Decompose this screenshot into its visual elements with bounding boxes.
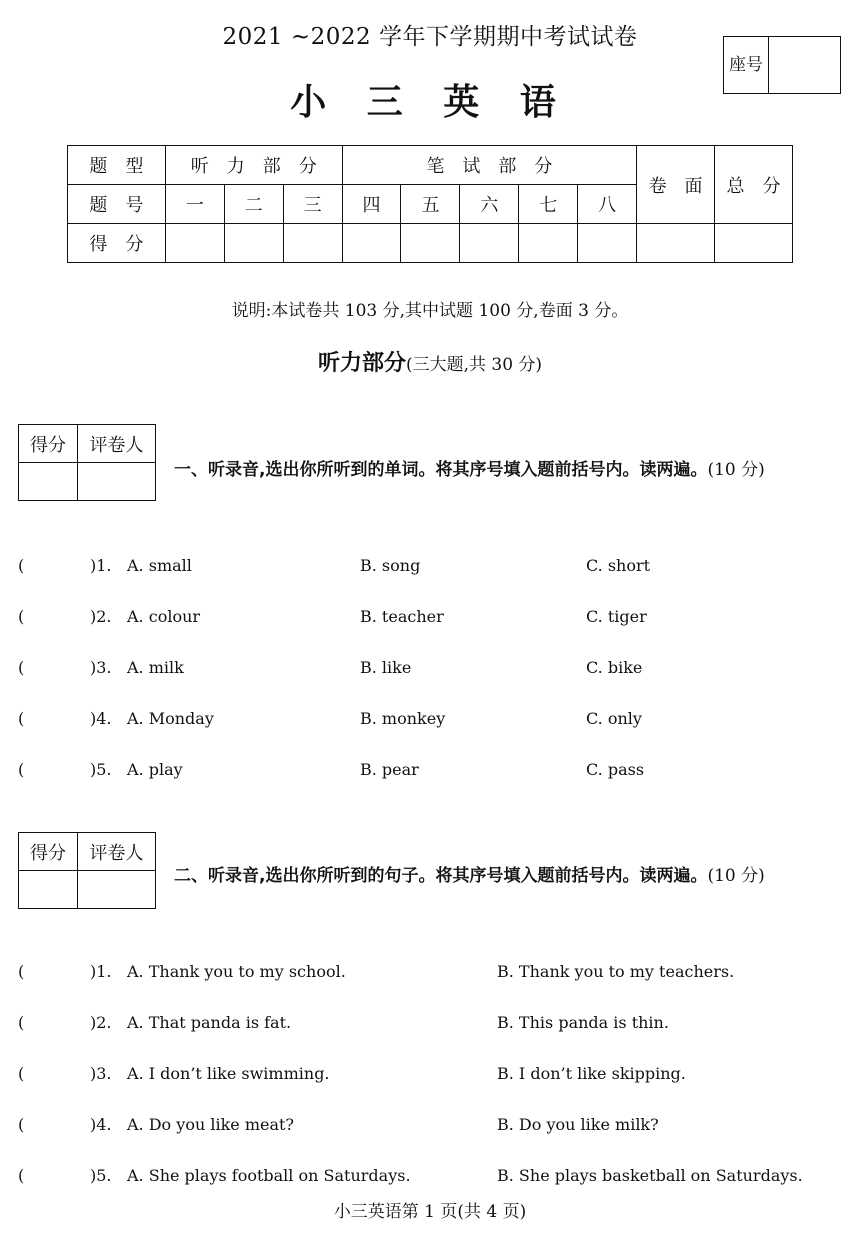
question-number: )3. (90, 1064, 112, 1083)
seat-number-label: 座号 (724, 37, 769, 93)
question-number: 三 (283, 185, 342, 224)
answer-bracket-open: ( (18, 1064, 25, 1083)
grader-score-label: 得分 (19, 425, 78, 463)
answer-bracket-open: ( (18, 658, 25, 677)
grader-reviewer-label: 评卷人 (78, 425, 156, 463)
score-cell[interactable] (165, 224, 224, 263)
question-row (0, 607, 860, 631)
answer-bracket-open: ( (18, 1166, 25, 1185)
question-number: 四 (342, 185, 401, 224)
answer-blank[interactable] (30, 1013, 86, 1035)
exam-note: 说明:本试卷共 103 分,其中试题 100 分,卷面 3 分。 (231, 301, 629, 321)
row-label-number: 题 号 (68, 185, 166, 224)
answer-blank[interactable] (30, 1166, 86, 1188)
score-cell[interactable] (283, 224, 342, 263)
grader-reviewer-field[interactable] (78, 871, 156, 909)
question-number: )3. (90, 658, 112, 677)
grader-box (18, 424, 156, 501)
answer-blank[interactable] (30, 962, 86, 984)
score-cell[interactable] (578, 224, 637, 263)
question-row (0, 760, 860, 784)
question-number: )5. (90, 1166, 112, 1185)
option-a: A. play (127, 760, 183, 779)
option-b: B. I don’t like skipping. (497, 1064, 686, 1083)
part2-heading (174, 861, 765, 886)
grader-score-field[interactable] (19, 871, 78, 909)
option-b: B. She plays basketball on Saturdays. (497, 1166, 803, 1185)
part2-heading-text: 二、听录音,选出你所听到的句子。将其序号填入题前括号内。读两遍。 (174, 866, 708, 886)
row-label-type: 题 型 (68, 146, 166, 185)
option-b: B. This panda is thin. (497, 1013, 669, 1032)
answer-blank[interactable] (30, 760, 86, 782)
option-a: A. Thank you to my school. (127, 962, 346, 981)
total-score-cell[interactable] (715, 224, 793, 263)
question-number: 八 (578, 185, 637, 224)
option-c: C. only (586, 709, 642, 728)
answer-blank[interactable] (30, 1115, 86, 1137)
part1-heading-text: 一、听录音,选出你所听到的单词。将其序号填入题前括号内。读两遍。 (174, 460, 708, 480)
grader-score-label: 得分 (19, 833, 78, 871)
answer-bracket-open: ( (18, 962, 25, 981)
option-a: A. That panda is fat. (127, 1013, 292, 1032)
score-cell[interactable] (460, 224, 519, 263)
question-number: 一 (165, 185, 224, 224)
option-b: B. teacher (360, 607, 444, 626)
neatness-header: 卷 面 (637, 146, 715, 224)
option-a: A. colour (127, 607, 201, 626)
grader-reviewer-field[interactable] (78, 463, 156, 501)
question-row (0, 1166, 860, 1190)
answer-bracket-open: ( (18, 1115, 25, 1134)
question-number: 五 (401, 185, 460, 224)
grader-reviewer-label: 评卷人 (78, 833, 156, 871)
answer-blank[interactable] (30, 1064, 86, 1086)
answer-bracket-open: ( (18, 556, 25, 575)
seat-number-field[interactable] (769, 37, 840, 93)
option-b: B. monkey (360, 709, 446, 728)
option-a: A. I don’t like swimming. (127, 1064, 330, 1083)
option-a: A. Do you like meat? (127, 1115, 295, 1134)
option-b: B. song (360, 556, 421, 575)
option-b: B. pear (360, 760, 419, 779)
option-c: C. pass (586, 760, 645, 779)
answer-bracket-open: ( (18, 709, 25, 728)
grader-box (18, 832, 156, 909)
exam-title: 2021 ~2022 学年下学期期中考试试卷 (222, 24, 638, 50)
answer-blank[interactable] (30, 658, 86, 680)
question-row (0, 709, 860, 733)
score-cell[interactable] (401, 224, 460, 263)
question-row (0, 1064, 860, 1088)
question-number: )1. (90, 962, 112, 981)
option-a: A. milk (127, 658, 184, 677)
question-number: )4. (90, 1115, 112, 1134)
part1-points: (10 分) (707, 460, 765, 480)
seat-number-box (723, 36, 841, 94)
option-c: C. short (586, 556, 651, 575)
question-row (0, 1013, 860, 1037)
listening-section-title (0, 346, 860, 377)
option-b: B. Do you like milk? (497, 1115, 659, 1134)
row-label-score: 得 分 (68, 224, 166, 263)
answer-bracket-open: ( (18, 607, 25, 626)
total-score-header: 总 分 (715, 146, 793, 224)
page-footer: 小三英语第 1 页(共 4 页) (333, 1202, 527, 1222)
question-number: )2. (90, 1013, 112, 1032)
answer-blank[interactable] (30, 607, 86, 629)
option-c: C. tiger (586, 607, 647, 626)
answer-blank[interactable] (30, 556, 86, 578)
written-part-header: 笔 试 部 分 (342, 146, 637, 185)
question-row (0, 962, 860, 986)
subject-title: 小 三 英 语 (290, 81, 570, 123)
question-number: 二 (224, 185, 283, 224)
option-b: B. like (360, 658, 412, 677)
answer-blank[interactable] (30, 709, 86, 731)
section-name: 听力部分 (317, 351, 406, 376)
score-table (67, 145, 793, 263)
score-cell[interactable] (519, 224, 578, 263)
part1-heading (174, 455, 765, 480)
question-row (0, 556, 860, 580)
option-a: A. She plays football on Saturdays. (127, 1166, 411, 1185)
question-number: )2. (90, 607, 112, 626)
option-a: A. small (127, 556, 192, 575)
answer-bracket-open: ( (18, 1013, 25, 1032)
neatness-score-cell[interactable] (637, 224, 715, 263)
question-number: )5. (90, 760, 112, 779)
option-b: B. Thank you to my teachers. (497, 962, 735, 981)
question-number: )1. (90, 556, 112, 575)
question-row (0, 658, 860, 682)
listening-part-header: 听 力 部 分 (165, 146, 342, 185)
part2-points: (10 分) (707, 866, 765, 886)
section-detail: (三大题,共 30 分) (405, 355, 543, 375)
grader-score-field[interactable] (19, 463, 78, 501)
answer-bracket-open: ( (18, 760, 25, 779)
question-row (0, 1115, 860, 1139)
question-number: 七 (519, 185, 578, 224)
score-cell[interactable] (342, 224, 401, 263)
option-a: A. Monday (127, 709, 214, 728)
question-number: )4. (90, 709, 112, 728)
option-c: C. bike (586, 658, 643, 677)
question-number: 六 (460, 185, 519, 224)
score-cell[interactable] (224, 224, 283, 263)
